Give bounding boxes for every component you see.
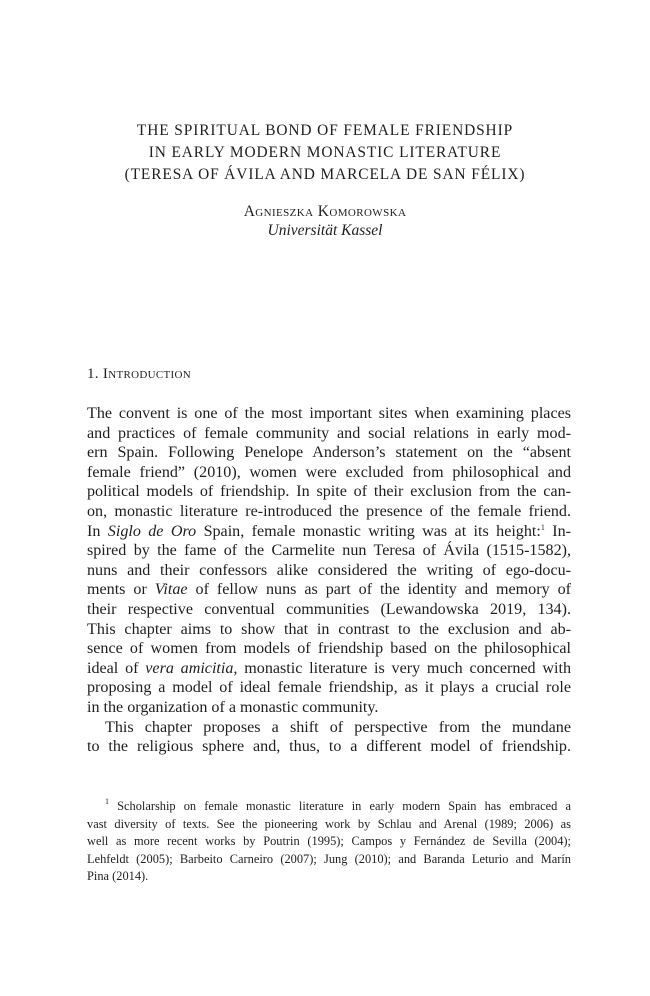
body-text: [87, 404, 571, 757]
title-line-1: THE SPIRITUAL BOND OF FEMALE FRIENDSHIP: [136, 122, 514, 139]
chapter-title: [0, 120, 650, 186]
body-line: The convent is one of the most important sites when examining places: [87, 405, 571, 422]
text-run: of fellow nuns as part of the identity and memory of: [195, 581, 571, 599]
body-line: [87, 659, 571, 679]
body-line: to the religious sphere and, thus, to a different model of friendship.: [87, 738, 571, 756]
body-line: This chapter proposes a shift of perspective from the mundane: [105, 718, 571, 736]
author-block: [0, 202, 650, 240]
text-run: ments or: [87, 581, 155, 599]
body-line: [87, 522, 571, 542]
title-line-2: IN EARLY MODERN MONASTIC LITERATURE: [148, 144, 502, 161]
author-affiliation: Universität Kassel: [267, 222, 383, 239]
body-line: their respective conventual communities (Lewandowska 2019, 134).: [87, 600, 571, 618]
italic-term: Vitae: [154, 581, 188, 599]
footnote-marker[interactable]: 1: [540, 522, 545, 532]
author-name: Agnieszka Komorowska: [243, 203, 407, 220]
body-line: [87, 580, 571, 600]
title-line-3: (TERESA OF ÁVILA AND MARCELA DE SAN FÉLIX): [124, 166, 526, 183]
italic-term: Siglo de Oro: [107, 522, 197, 540]
section-heading: 1. Introduction: [87, 366, 191, 382]
body-line: political models of friendship. In spite of their exclusion from the can-: [87, 483, 571, 501]
body-line: in the organization of a monastic community.: [87, 698, 379, 716]
body-line: spired by the fame of the Carmelite nun Teresa of Ávila (1515-1582),: [87, 542, 571, 560]
footnote-line: well as more recent works by Poutrin (1995); Campos y Fernández de Sevilla (2004);: [87, 834, 571, 848]
footnote-line: Pina (2014).: [87, 869, 149, 883]
body-line: and practices of female community and social relations in early mod-: [87, 424, 571, 442]
footnote-line: [87, 798, 571, 816]
text-run: monastic literature is very much concerned with: [244, 659, 572, 677]
text-run: In: [87, 522, 108, 540]
text-run: Spain, female monastic writing was at its height:: [203, 522, 541, 540]
body-line: This chapter aims to show that in contrast to the exclusion and ab-: [87, 620, 571, 638]
text-run: ideal of: [87, 659, 146, 677]
footnote-line: vast diversity of texts. See the pioneering work by Schlau and Arenal (1989; 2006) as: [87, 816, 571, 831]
footnote-number: 1: [105, 797, 109, 806]
text-run: In-: [544, 522, 571, 540]
body-line: sence of women from models of friendship based on the philosophical: [87, 640, 571, 658]
body-line: on, monastic literature re-introduced the presence of the female friend.: [87, 502, 571, 520]
body-line: proposing a model of ideal female friendship, as it plays a crucial role: [87, 679, 571, 697]
footnote: [87, 798, 571, 886]
italic-term: vera amicitia,: [145, 659, 238, 677]
footnote-line: Lehfeldt (2005); Barbeito Carneiro (2007); Jung (2010); and Baranda Leturio and Marín: [87, 851, 571, 866]
text-run: Scholarship on female monastic literature in early modern Spain has embraced a: [117, 799, 571, 813]
body-line: nuns and their confessors alike considered the writing of ego-docu-: [87, 561, 571, 579]
body-line: female friend” (2010), women were excluded from philosophical and: [87, 463, 571, 481]
body-line: ern Spain. Following Penelope Anderson’s statement on the “absent: [87, 444, 571, 462]
